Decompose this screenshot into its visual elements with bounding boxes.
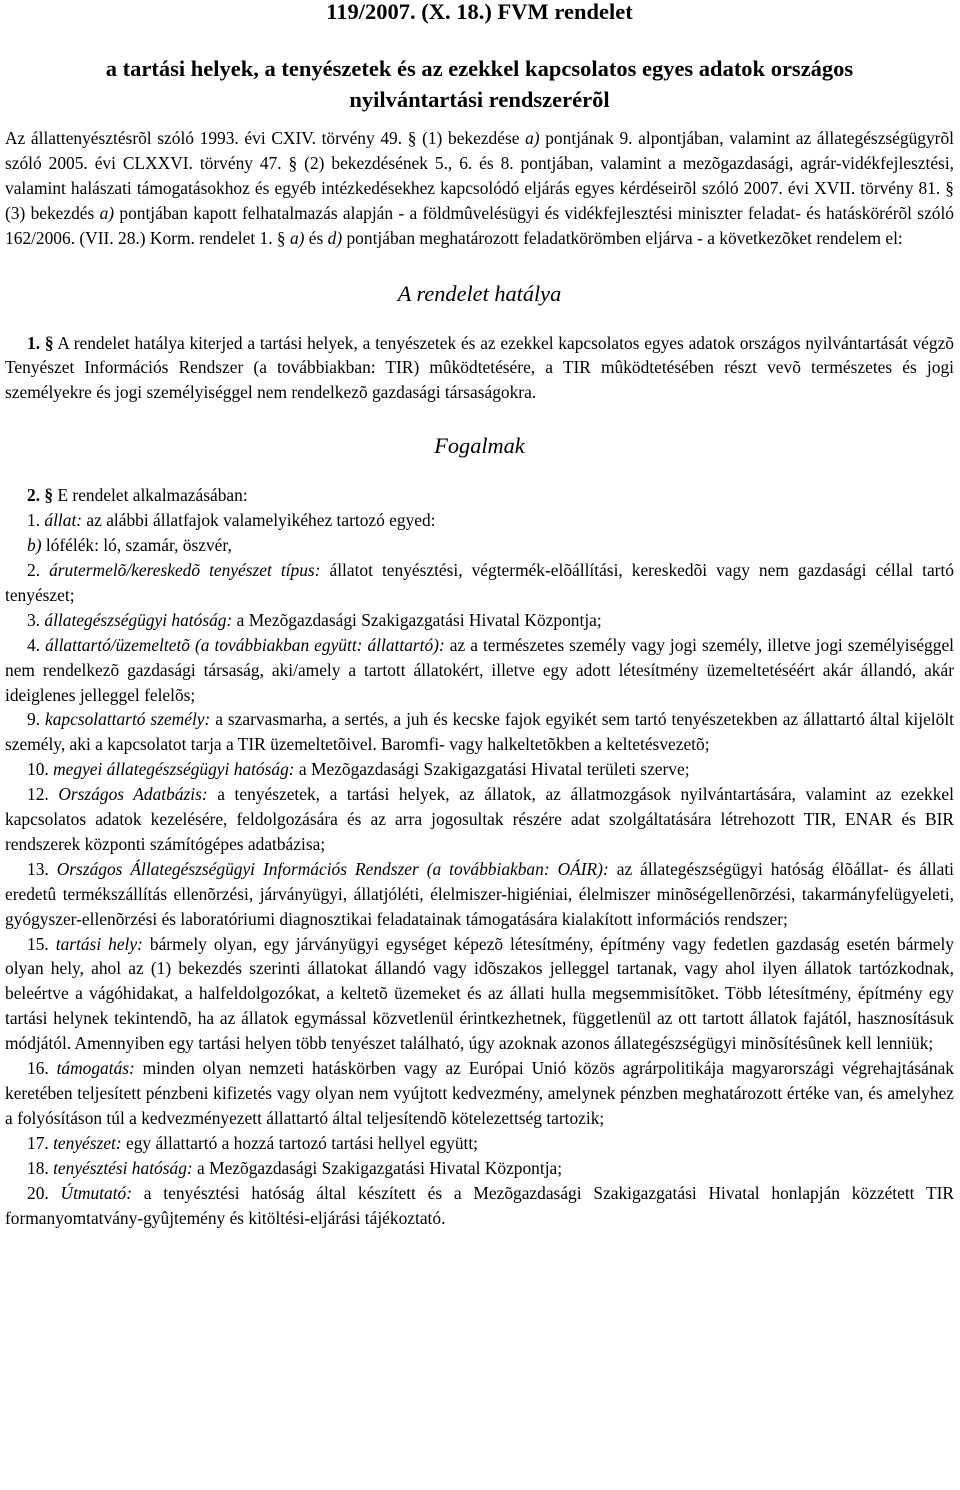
definition-item xyxy=(5,508,954,533)
definition-term: állategészségügyi hatóság: xyxy=(44,609,233,630)
section-heading-scope: A rendelet hatálya xyxy=(397,280,562,306)
definition-text: állatot tenyésztési, végtermék-elõállítási, kereskedõi vagy nem gazdasági céllal tartó tenyészet; xyxy=(5,559,954,605)
definition-text: a Mezõgazdasági Szakigazgatási Hivatal Központja; xyxy=(232,609,602,630)
definition-term: tenyészet: xyxy=(53,1132,122,1153)
subtitle-line-1: a tartási helyek, a tenyészetek és az ezekkel kapcsolatos egyes adatok országos xyxy=(105,56,854,81)
definition-item xyxy=(5,1156,954,1181)
definition-text: az alábbi állatfajok valamelyikéhez tartozó egyed: xyxy=(82,510,436,531)
preamble-ref-a-1: a) xyxy=(525,128,540,148)
section-2-number: 2. § xyxy=(27,485,54,506)
definition-term: állattartó/üzemeltetõ (a továbbiakban együtt: állattartó): xyxy=(45,634,445,655)
section-1-number: 1. § xyxy=(27,332,54,353)
definition-text: egy állattartó a hozzá tartozó tartási hellyel együtt; xyxy=(121,1132,479,1153)
definition-text: az a természetes személy vagy jogi személy, illetve jogi személyiséggel nem rendelkezõ gazdasági társaság, aki/amely a tartott állatokért, illetve egy adott létesítmény üzemeltetéséért akár állandó, akár ideiglenes jelleggel felelõs; xyxy=(5,634,954,705)
preamble-text-4: és xyxy=(304,227,328,248)
section-1-paragraph xyxy=(5,331,954,406)
definition-term: állat: xyxy=(44,510,83,531)
definition-number: 2. xyxy=(27,559,50,580)
definition-item xyxy=(5,857,954,932)
preamble-text-2: pontjának 9. alpontjában, valamint az állategészségügyrõl szóló 2005. évi CLXXVI. törvény 47. § (2) bekezdésének 5., 6. és 8. pontjában, valamint a mezõgazdasági, agrár-vidékfejlesztési, valamint halászati támogatásokhoz és egyéb intézkedésekhez kapcsolódó eljárás egyes kérdéseirõl szóló 2007. évi XVII. törvény 81. § (3) bekezdés xyxy=(5,128,954,223)
definition-number: 20. xyxy=(27,1182,61,1203)
definition-number: 15. xyxy=(27,933,56,954)
definition-text: a szarvasmarha, a sertés, a juh és kecske fajok egyikét sem tartó tenyészetekben az állattartó által kijelölt személy, aki a kapcsolatot tarja a TIR üzemeltetõivel. Baromfi- vagy halkeltetõkben a keltetésvezetõ; xyxy=(5,709,954,755)
definition-text: a Mezõgazdasági Szakigazgatási Hivatal Központja; xyxy=(192,1157,563,1178)
document-title: 119/2007. (X. 18.) FVM rendelet xyxy=(326,0,633,24)
definition-term: kapcsolattartó személy: xyxy=(45,709,211,730)
definition-text: a tenyésztési hatóság által készített és a Mezõgazdasági Szakigazgatási Hivatal honlapján közzétett TIR formanyomtatvány-gyûjtemény és kitöltési-eljárási tájékoztató. xyxy=(5,1182,954,1228)
definition-item xyxy=(5,1181,954,1231)
definition-number: 18. xyxy=(27,1157,54,1178)
definition-text: a Mezõgazdasági Szakigazgatási Hivatal területi szerve; xyxy=(294,759,690,780)
preamble-ref-a-3: a) xyxy=(289,227,305,248)
preamble-paragraph xyxy=(5,126,954,251)
section-heading-definitions: Fogalmak xyxy=(434,433,525,459)
definition-item xyxy=(5,633,954,708)
preamble-ref-d: d) xyxy=(327,227,343,248)
definition-text: lófélék: ló, szamár, öszvér, xyxy=(41,535,232,556)
definition-term: tartási hely: xyxy=(55,933,143,954)
definition-item xyxy=(5,1056,954,1131)
preamble-text-1: Az állattenyésztésrõl szóló 1993. évi CXIV. törvény 49. § (1) bekezdése xyxy=(5,128,526,148)
definition-item xyxy=(5,782,954,857)
definition-item xyxy=(5,1131,954,1156)
definition-number: 9. xyxy=(27,709,45,730)
definition-text: minden olyan nemzeti hatáskörben vagy az Európai Unió közös agrárpolitikája magyarországi végrehajtásának keretében teljesített pénzbeni kifizetés vagy olyan nem vyújtott kedvezmény, amelynek pénzben meghatározott értéke van, és amelyhez a folyósításon túl a kedvezményezett állattartó által teljesítendõ kötelezettség tartozik; xyxy=(5,1058,954,1128)
definition-number: 3. xyxy=(27,609,45,630)
definition-term: Országos Állategészségügyi Információs Rendszer (a továbbiakban: OÁIR): xyxy=(56,858,609,879)
definition-text: bármely olyan, egy járványügyi egységet képezõ létesítmény, építmény vagy fedetlen gazdaság esetén bármely olyan hely, ahol az (1) bekezdés szerinti állatokat állandó vagy idõszakos jelleggel tartanak, vagy ahol ilyen állatok tartózkodnak, beleértve a vágóhidakat, a halfeldolgozókat, a keltetõ üzemeket és az állati hulla megsemmisítõket. Több létesítmény, építmény egy tartási helynek tekintendõ, ha az állatok egymással közvetlenül érintkezhetnek, függetlenül az ott tartott állatok fajától, hasznosításuk módjától. Amennyiben egy tartási helyen több tenyészet található, úgy azoknak azonos állategészségügyi minõsítésûnek kell lenniük; xyxy=(5,933,954,1054)
definition-text: az állategészségügyi hatóság élõállat- és állati eredetû termékszállítás ellenõrzési, járványügyi, állatjóléti, élelmiszer-higiéniai, élelmiszer minõségellenõrzési, takarmányfelügyeleti, gyógyszer-ellenõrzési és laboratóriumi diagnosztikai feladatainak támogatására kialakított információs rendszer; xyxy=(5,858,954,929)
document-subtitle xyxy=(5,53,954,115)
section-2-intro-text: E rendelet alkalmazásában: xyxy=(53,485,248,506)
definition-number: 4. xyxy=(27,634,46,655)
definition-item xyxy=(5,608,954,633)
definition-number: 17. xyxy=(27,1132,54,1153)
definition-term: tenyésztési hatóság: xyxy=(53,1157,193,1178)
definition-number: 13. xyxy=(27,858,57,879)
subtitle-line-2: nyilvántartási rendszerérõl xyxy=(349,87,610,112)
definition-term: árutermelõ/kereskedõ tenyészet típus: xyxy=(49,559,321,580)
definition-term: megyei állategészségügyi hatóság: xyxy=(53,759,295,780)
definition-number: 10. xyxy=(27,759,54,780)
definition-item xyxy=(5,533,954,558)
definition-term: Országos Adatbázis: xyxy=(58,784,208,805)
definition-number: 16. xyxy=(27,1058,57,1079)
preamble-text-3: pontjában kapott felhatalmazás alapján - a földmûvelésügyi és vidékfejlesztési miniszter feladat- és hatáskörérõl szóló 162/2006. (VII. 28.) Korm. rendelet 1. § xyxy=(5,202,955,248)
definition-term: b) xyxy=(27,535,42,556)
preamble-ref-a-2: a) xyxy=(99,202,115,223)
definition-number: 12. xyxy=(27,784,59,805)
section-1-text: A rendelet hatálya kiterjed a tartási helyek, a tenyészetek és az ezekkel kapcsolatos egyes adatok országos nyilvántartását végzõ Tenyészet Információs Rendszer (a továbbiakban: TIR) mûködtetésére, a TIR mûködtetésében részt vevõ természetes és jogi személyekre és jogi személyiséggel nem rendelkezõ gazdasági társaságokra. xyxy=(5,332,954,403)
definition-item xyxy=(5,558,954,608)
definition-term: Útmutató: xyxy=(60,1182,133,1203)
definition-item xyxy=(5,757,954,782)
definition-item xyxy=(5,707,954,757)
preamble-text-5: pontjában meghatározott feladatkörömben eljárva - a következõket rendelem el: xyxy=(342,227,903,248)
section-2-intro xyxy=(5,483,954,508)
definition-item xyxy=(5,932,954,1057)
definition-term: támogatás: xyxy=(56,1058,135,1079)
definitions-list xyxy=(5,508,954,1230)
definition-text: a tenyészetek, a tartási helyek, az állatok, az állatmozgások nyilvántartására, valamint az ezekkel kapcsolatos adatok kezelésére, feldolgozására és az arra jogosultak részére adat szolgáltatására létrehozott TIR, ENAR és BIR rendszerek központi számítógépes adatbázisa; xyxy=(5,784,954,854)
definition-number: 1. xyxy=(27,510,45,531)
